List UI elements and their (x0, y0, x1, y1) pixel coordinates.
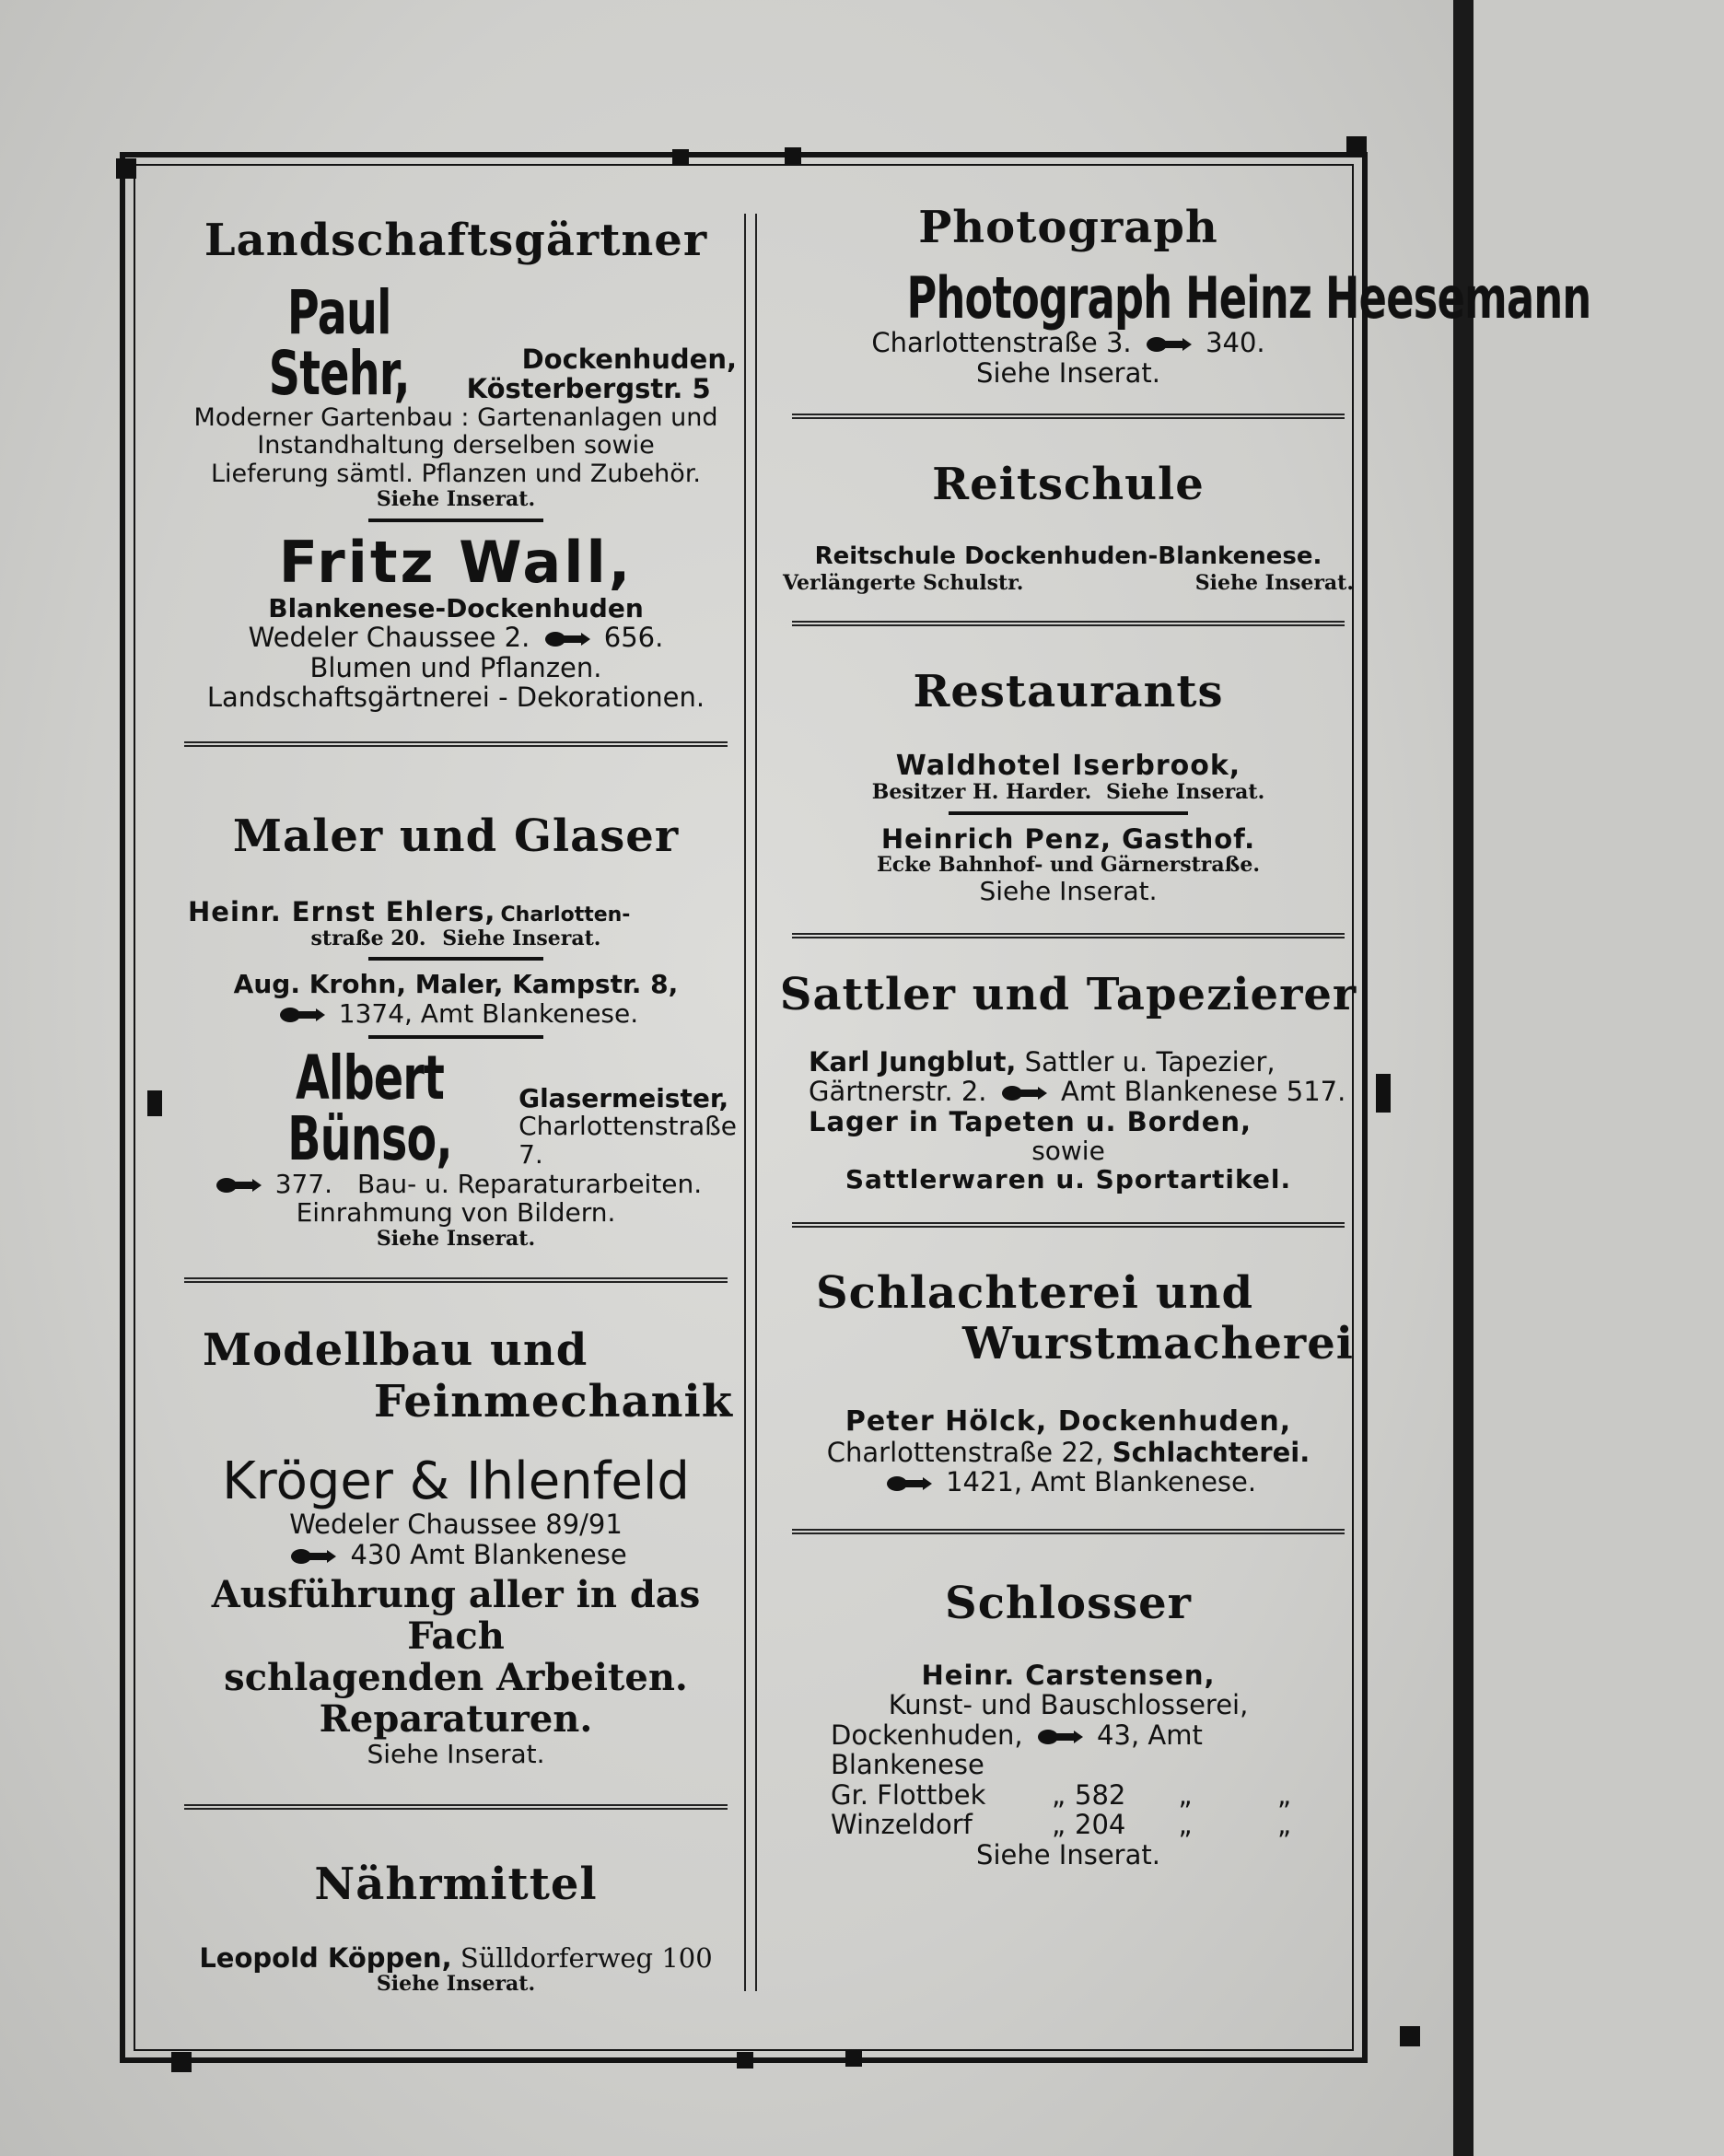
section-heading-feinmechanik: Feinmechanik (373, 1375, 733, 1428)
entry-phone-line (175, 1170, 737, 1198)
entry-description: sowie (1031, 1135, 1105, 1166)
entry-address: Sülldorferweg 100 (460, 1941, 713, 1974)
entry-street: Gärtnerstr. 2. (809, 1076, 987, 1108)
phone-list-number: 204 (1075, 1809, 1126, 1841)
see-advert: Siehe Inserat. (376, 1972, 536, 1997)
telephone-icon (544, 631, 590, 647)
entry-heesemann: Photograph Heinz Heesemann (906, 264, 1591, 332)
section-heading-naehrmittel: Nährmittel (314, 1858, 598, 1910)
see-advert: Siehe Inserat. (976, 356, 1160, 389)
section-heading-modellbau: Modellbau und (203, 1324, 588, 1377)
frame-corner-ornament (1346, 136, 1367, 157)
telephone-icon (279, 1007, 325, 1023)
entry-phone: 430 Amt Blankenese (350, 1538, 627, 1570)
entry-street-phone (774, 328, 1363, 357)
phone-list-row (831, 1810, 1363, 1839)
ditto-mark: „ (1276, 1809, 1291, 1841)
entry-address: Verlängerte Schulstr. (783, 570, 1024, 595)
entry-buenso (175, 1043, 737, 1174)
see-advert: Siehe Inserat. (442, 926, 601, 950)
ditto-mark: „ (1052, 1809, 1066, 1841)
entry-street: Wedeler Chaussee 2. (248, 622, 530, 654)
entry-owner: Besitzer H. Harder. (871, 780, 1092, 805)
double-rule (792, 621, 1345, 626)
phone-list-number: 43, Amt Blankenese (831, 1719, 1203, 1781)
entry-address: Charlotten- (500, 903, 631, 926)
frame-corner-ornament (171, 2052, 192, 2072)
entry-koeppen (175, 1943, 737, 1973)
see-advert: Siehe Inserat. (376, 1226, 536, 1251)
entry-carstensen: Heinr. Carstensen, (921, 1659, 1216, 1691)
double-rule (184, 1277, 728, 1283)
entry-description: Einrahmung von Bildern. (296, 1197, 616, 1229)
entry-address: Wedeler Chaussee 89/91 (289, 1509, 623, 1541)
ditto-mark: „ (1178, 1778, 1193, 1811)
entry-description: Blumen und Pflanzen. (309, 651, 602, 683)
entry-paul-stehr (175, 277, 737, 410)
frame-edge-ornament (672, 149, 689, 166)
entry-name-line (809, 1047, 1363, 1077)
right-column (774, 202, 1591, 1870)
telephone-icon (1146, 336, 1192, 353)
section-heading-restaurants: Restaurants (913, 665, 1224, 717)
entry-title: Sattler u. Tapezier, (1024, 1045, 1276, 1078)
entry-phone-line (774, 1467, 1363, 1497)
entry-phone: 1421, Amt Blankenese. (946, 1466, 1257, 1498)
entry-address: Kösterbergstr. 5 (466, 373, 711, 405)
entry-description: schlagenden Arbeiten. (224, 1655, 688, 1699)
phone-list-place: Gr. Flottbek (831, 1778, 986, 1811)
section-heading-sattler: Sattler und Tapezierer (779, 969, 1357, 1021)
phone-list (774, 1720, 1363, 1840)
telephone-icon (290, 1548, 336, 1565)
see-advert: Siehe Inserat. (979, 876, 1158, 907)
double-rule (792, 1529, 1345, 1534)
entry-description: Ausführung aller in das Fach (211, 1573, 701, 1659)
see-advert: Siehe Inserat. (367, 1739, 545, 1770)
entry-name: Paul Stehr, (268, 277, 410, 410)
see-advert: Siehe Inserat. (376, 486, 536, 511)
entry-phone: 340. (1206, 327, 1265, 359)
entry-street-phone (809, 1077, 1363, 1106)
entry-description: Moderner Gartenbau : Gartenanlagen und (193, 403, 718, 433)
entry-address: Ecke Bahnhof- und Gärnerstraße. (876, 853, 1261, 878)
entry-name: Heinr. Ernst Ehlers, (188, 895, 496, 927)
entry-jungblut (774, 1047, 1363, 1136)
short-rule (368, 957, 543, 961)
telephone-icon (886, 1475, 932, 1492)
entry-street: Charlottenstraße 3. (871, 327, 1132, 359)
entry-address: straße 20. (310, 926, 426, 950)
short-rule (949, 811, 1188, 815)
section-heading-maler-glaser: Maler und Glaser (232, 810, 680, 863)
entry-phone: 656. (603, 622, 664, 654)
entry-description: Reparaturen. (319, 1696, 593, 1741)
phone-list-place: Dockenhuden, (831, 1719, 1023, 1751)
phone-list-row (831, 1780, 1363, 1810)
frame-corner-ornament (116, 158, 136, 179)
entry-street-phone (175, 623, 737, 652)
entry-address: Charlottenstraße 22, (826, 1436, 1104, 1468)
entry-description: Lager in Tapeten u. Borden, (809, 1105, 1252, 1137)
short-rule (368, 1035, 543, 1039)
section-heading-photograph: Photograph (918, 202, 1218, 253)
section-heading-schlosser: Schlosser (945, 1577, 1192, 1629)
entry-phone: Amt Blankenese 517. (1060, 1076, 1346, 1108)
entry-description: Lieferung sämtl. Pflanzen und Zubehör. (210, 459, 702, 488)
entry-waldhotel: Waldhotel Iserbrook, (895, 749, 1241, 782)
entry-owner-line (774, 781, 1363, 804)
entry-address-line (774, 571, 1363, 595)
entry-hoelck: Peter Hölck, Dockenhuden, (845, 1405, 1292, 1439)
see-advert: Siehe Inserat. (976, 1838, 1160, 1870)
telephone-icon (1001, 1085, 1047, 1101)
section-heading-wurstmacherei: Wurstmacherei (962, 1317, 1354, 1369)
see-advert: Siehe Inserat. (1106, 780, 1265, 805)
see-advert: Siehe Inserat. (1194, 570, 1354, 595)
double-rule (792, 1222, 1345, 1228)
ditto-mark: „ (1276, 1778, 1291, 1811)
entry-kroeger-ihlenfeld: Kröger & Ihlenfeld (222, 1451, 690, 1511)
frame-edge-ornament (737, 2052, 753, 2069)
entry-place: Blankenese-Dockenhuden (268, 592, 644, 623)
entry-phone: 1374, Amt Blankenese. (338, 997, 639, 1029)
entry-fritz-wall-name: Fritz Wall, (278, 528, 634, 596)
entry-reitschule: Reitschule Dockenhuden-Blankenese. (814, 542, 1322, 571)
entry-name: Karl Jungblut, (809, 1045, 1017, 1078)
entry-trade: Kunst- und Bauschlosserei, (888, 1689, 1249, 1721)
double-rule (184, 741, 728, 747)
entry-description: Bau- u. Reparaturarbeiten. (356, 1169, 703, 1199)
entry-krohn: Aug. Krohn, Maler, Kampstr. 8, (233, 969, 679, 1000)
section-heading-schlachterei: Schlachterei und (816, 1266, 1254, 1319)
entry-description: Sattlerwaren u. Sportartikel. (845, 1164, 1292, 1195)
entry-trade: Schlachterei. (1112, 1436, 1310, 1468)
frame-edge-ornament (845, 2050, 862, 2067)
frame-edge-ornament (147, 1090, 162, 1116)
telephone-icon (1037, 1729, 1083, 1745)
telephone-icon (216, 1177, 262, 1194)
entry-phone-line (175, 999, 737, 1028)
entry-description: Landschaftsgärtnerei - Dekorationen. (206, 682, 705, 713)
double-rule (184, 1804, 728, 1810)
phone-list-number: 582 (1075, 1778, 1126, 1811)
entry-name: Leopold Köppen, (199, 1941, 452, 1974)
entry-penz: Heinrich Penz, Gasthof. (880, 822, 1256, 855)
entry-address-line (774, 1438, 1363, 1467)
left-column (175, 203, 737, 1996)
entry-title: Glasermeister, (518, 1082, 729, 1113)
phone-list-row (831, 1720, 1363, 1780)
entry-ehlers (175, 896, 737, 927)
phone-list-place: Winzeldorf (831, 1809, 973, 1841)
entry-description: Instandhaltung derselben sowie (257, 431, 655, 460)
double-rule (792, 933, 1345, 938)
double-rule (792, 414, 1345, 419)
section-heading-reitschule: Reitschule (932, 459, 1205, 511)
short-rule (368, 519, 543, 522)
entry-address: Dockenhuden, (521, 344, 737, 376)
frame-edge-ornament (785, 147, 801, 164)
entry-name: Albert Bünso, (287, 1043, 452, 1174)
entry-phone-line (175, 1540, 737, 1569)
ditto-mark: „ (1052, 1778, 1066, 1811)
frame-edge-ornament (1376, 1074, 1391, 1113)
entry-phone: 377. (274, 1169, 333, 1199)
ditto-mark: „ (1178, 1809, 1193, 1841)
column-separator (744, 214, 757, 1991)
entry-address: Charlottenstraße 7. (518, 1111, 737, 1171)
section-heading-landschaftsgaertner: Landschaftsgärtner (204, 215, 708, 266)
frame-corner-ornament (1400, 2026, 1420, 2046)
entry-address-line (175, 927, 737, 950)
